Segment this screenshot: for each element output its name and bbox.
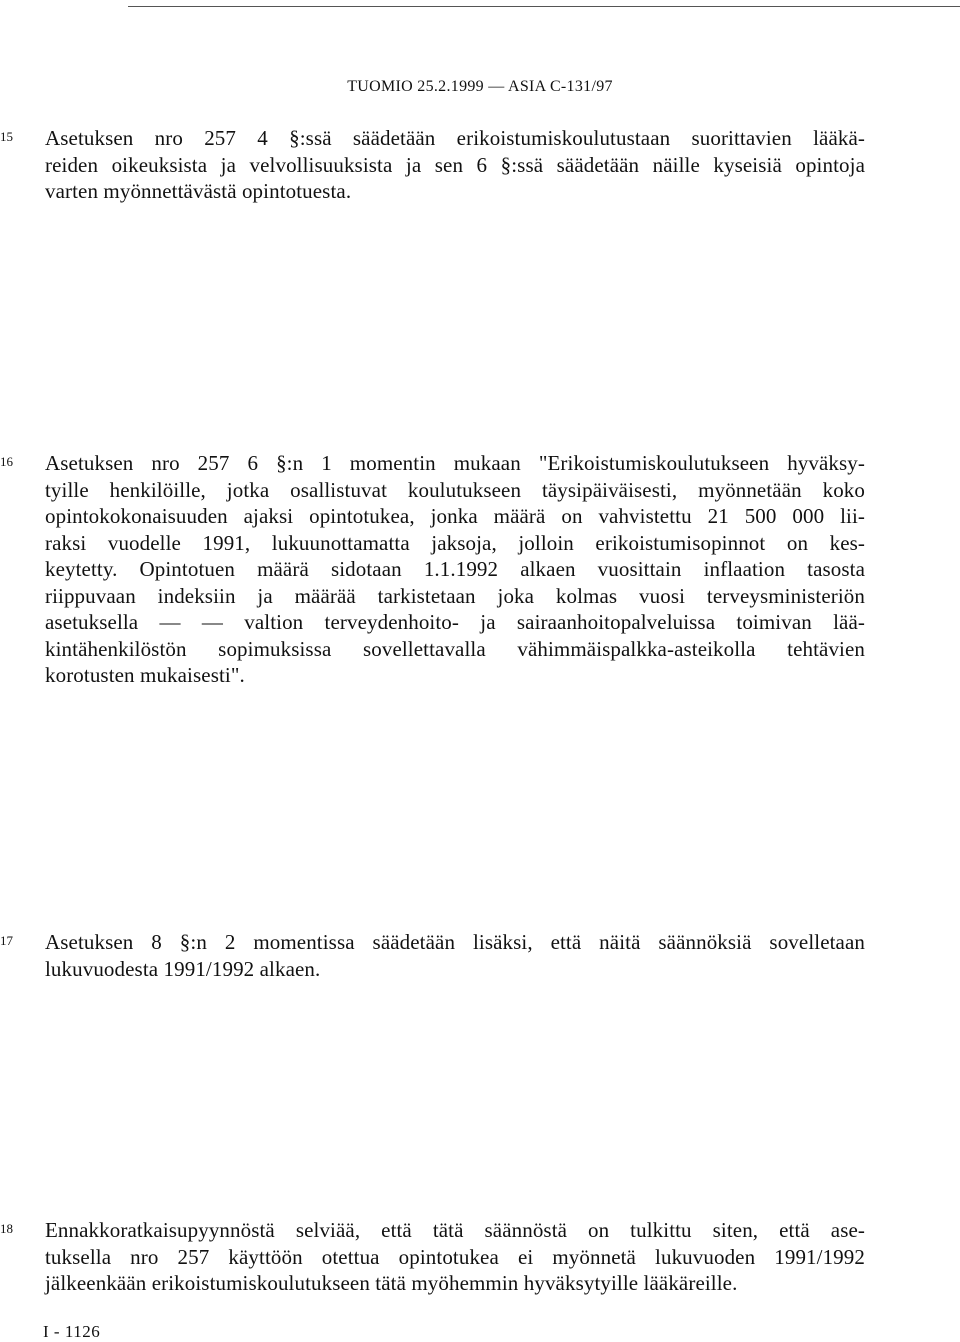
paragraph-body — [45, 125, 865, 205]
paragraph-line: riippuvaan indeksiin ja määrää tarkistetaan joka kolmas vuosi terveysministeriön — [45, 583, 865, 608]
paragraph-number: 16 — [0, 454, 13, 469]
paragraph-number: 18 — [0, 1221, 13, 1236]
paragraph-body — [45, 929, 865, 982]
paragraph-line: opintokokonaisuuden ajaksi opintotukea, jonka määrä on vahvistettu 21 500 000 lii- — [45, 504, 865, 528]
paragraph-line: reiden oikeuksista ja velvollisuuksista ja sen 6 §:ssä säädetään näille kyseisiä opintoja — [45, 152, 865, 177]
paragraph-line: kintähenkilöstön sopimuksissa sovellettavalla vähimmäispalkka-asteikolla tehtävien — [45, 636, 865, 661]
paragraph-line: raksi vuodelle 1991, lukuunottamatta jaksoja, jolloin erikoistumisopinnot on kes- — [45, 530, 865, 555]
paragraph-number: 15 — [0, 129, 13, 144]
paragraph-line: tyille henkilöille, jotka osallistuvat koulutukseen täysipäiväisesti, myönnetään koko — [45, 477, 865, 502]
paragraph-line: jälkeenkään erikoistumiskoulutukseen tätä myöhemmin hyväksytyille lääkäreille. — [45, 1271, 738, 1295]
paragraph-line: Asetuksen nro 257 6 §:n 1 momentin mukaan "Erikoistumiskoulutukseen hyväksy- — [45, 451, 865, 475]
paragraph-body — [45, 450, 865, 689]
paragraph-body — [45, 1217, 865, 1297]
page-reference: I - 1126 — [43, 1322, 101, 1341]
paragraph-line: korotusten mukaisesti". — [45, 663, 245, 687]
paragraph-line: keytetty. Opintotuen määrä sidotaan 1.1.1992 alkaen vuosittain inflaation tasosta — [45, 557, 865, 581]
paragraph-number: 17 — [0, 933, 13, 948]
top-rule — [128, 6, 960, 7]
paragraph-line: tuksella nro 257 käyttöön otettua opintotukea ei myönnetä lukuvuoden 1991/1992 — [45, 1244, 865, 1269]
paragraph-line: lukuvuodesta 1991/1992 alkaen. — [45, 956, 321, 981]
paragraph-line: varten myönnettävästä opintotuesta. — [45, 179, 352, 203]
paragraph-line: asetuksella — — valtion terveydenhoito- ja sairaanhoitopalveluissa toimivan lää- — [45, 610, 865, 634]
paragraph-line: Ennakkoratkaisupyynnöstä selviää, että tätä säännöstä on tulkittu siten, että ase- — [45, 1218, 865, 1242]
paragraph-line: Asetuksen 8 §:n 2 momentissa säädetään lisäksi, että näitä säännöksiä sovelletaan — [45, 930, 865, 954]
running-header: TUOMIO 25.2.1999 — ASIA C-131/97 — [347, 78, 613, 95]
paragraph-line: Asetuksen nro 257 4 §:ssä säädetään erikoistumiskoulutustaan suorittavien lääkä- — [45, 126, 865, 150]
